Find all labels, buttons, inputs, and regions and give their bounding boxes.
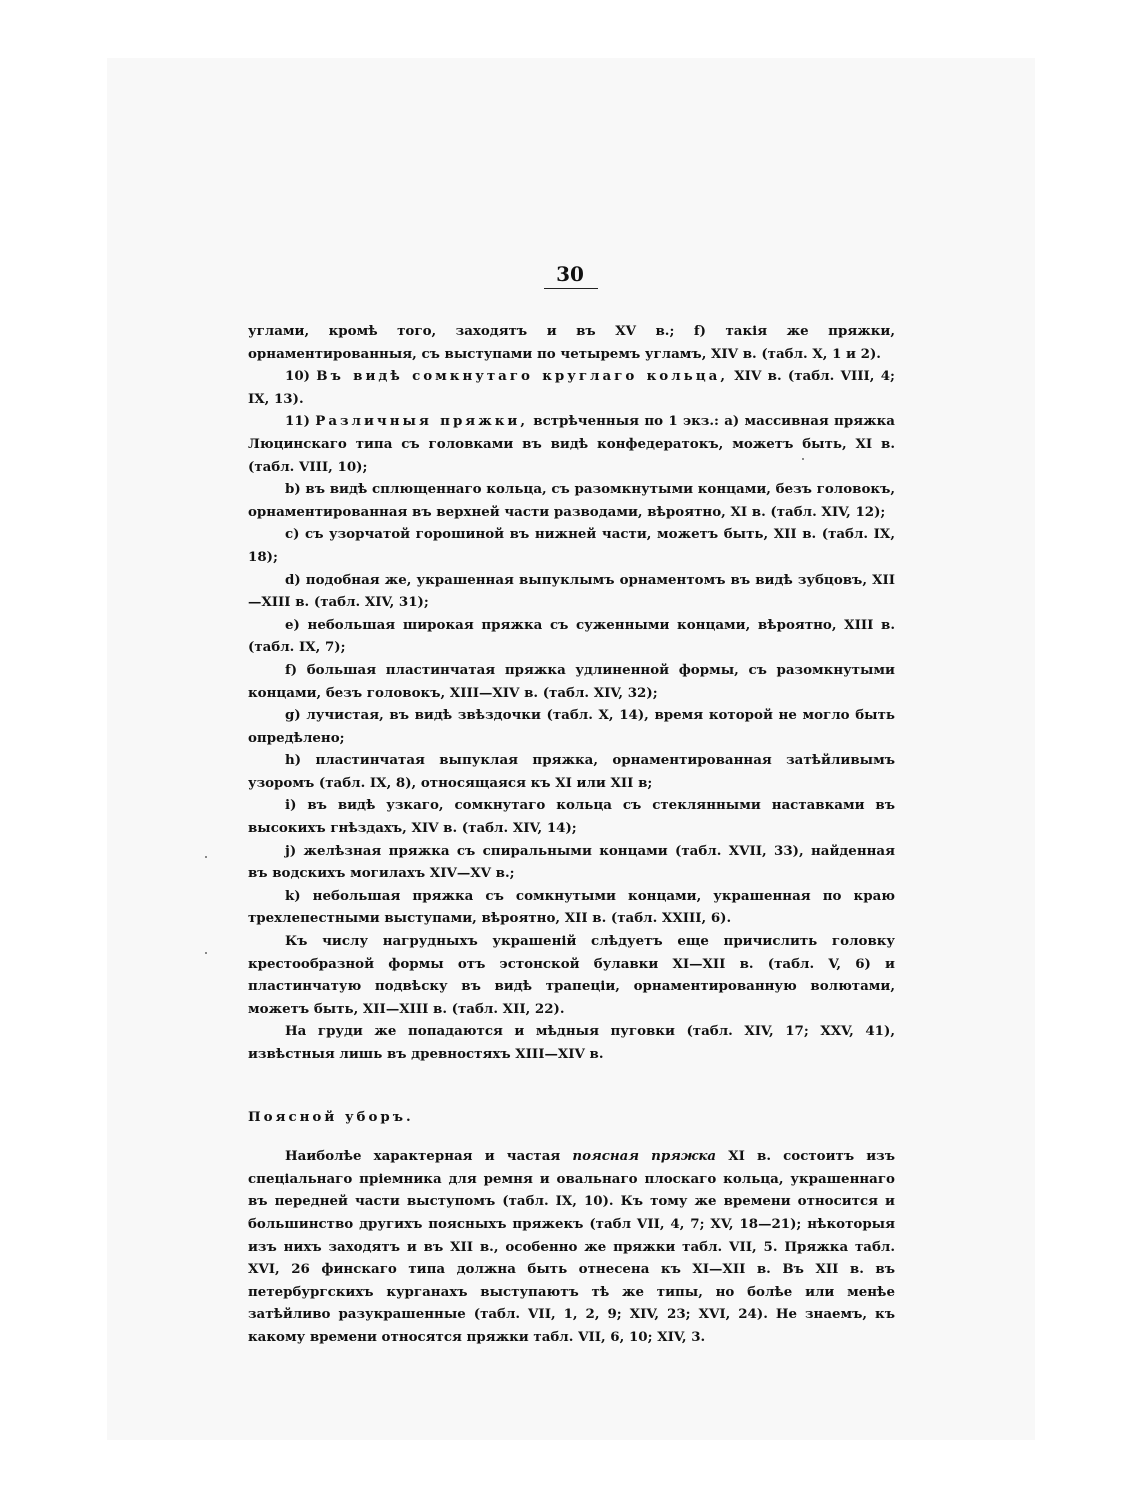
paragraph-11: 11) Различныя пряжки, встрѣченныя по 1 экз.: a) массивная пряжка Люцинскаго типа съ головками въ видѣ конфедератокъ, можетъ быть, XI в. (табл. VIII, 10); bbox=[248, 413, 895, 475]
item-c: c) съ узорчатой горошиной въ нижней части, можетъ быть, XII в. (табл. IX, 18); bbox=[248, 526, 895, 565]
item-e: e) небольшая широкая пряжка съ суженными концами, вѣроятно, XIII в. (табл. IX, 7); bbox=[248, 616, 895, 656]
scan-speck bbox=[205, 952, 207, 954]
item-h: h) пластинчатая выпуклая пряжка, орнаментированная затѣйливымъ узоромъ (табл. IX, 8), относящаяся къ XI или XII в; bbox=[248, 752, 895, 791]
section-heading: Поясной уборъ. bbox=[248, 1108, 414, 1125]
paragraph-chest-ornaments: Къ числу нагрудныхъ украшеній слѣдуетъ еще причислить головку крестообразной формы отъ эстонской булавки XI—XII в. (табл. V, 6) и пластинчатую подвѣску въ видѣ трапеціи, орнаментированную волютами, можетъ быть, XII—XIII в. (табл. XII, 22). bbox=[248, 933, 895, 1017]
item-k: k) небольшая пряжка съ сомкнутыми концами, украшенная по краю трехлепестными выступами, вѣроятно, XII в. (табл. XXIII, 6). bbox=[248, 887, 895, 927]
item-b: b) въ видѣ сплющеннаго кольца, съ разомкнутыми концами, безъ головокъ, орнаментированная въ верхней части разводами, вѣроятно, XI в. (табл. XIV, 12); bbox=[248, 481, 895, 520]
item-f: f) большая пластинчатая пряжка удлиненной формы, съ разомкнутыми концами, безъ головокъ, XIII—XIV в. (табл. XIV, 32); bbox=[248, 661, 895, 701]
page-number-rule bbox=[544, 288, 598, 289]
italic-term: поясная пряжка bbox=[572, 1148, 717, 1165]
item-i: i) въ видѣ узкаго, сомкнутаго кольца съ стеклянными наставками въ высокихъ гнѣздахъ, XIV в. (табл. XIV, 14); bbox=[248, 797, 895, 837]
scan-speck bbox=[205, 856, 207, 858]
paragraph-belt-buckle: Наиболѣе характерная и частая поясная пряжка XI в. состоитъ изъ спеціальнаго пріемника для ремня и овальнаго плоскаго кольца, украшеннаго въ передней части выступомъ (табл. IX, 10). Къ тому же времени относится и большинство другихъ поясныхъ пряжекъ (табл VII, 4, 7; XV, 18—21); нѣкоторыя изъ нихъ заходятъ и въ XII в., особенно же пряжки табл. VII, 5. Пряжка табл. XVI, 26 финскаго типа должна быть отнесена къ XI—XII в. Въ XII в. въ петербургскихъ курганахъ выступаютъ тѣ же типы, но болѣе или менѣе затѣйливо разукрашенные (табл. VII, 1, 2, 9; XIV, 23; XVI, 24). Не знаемъ, къ какому времени относятся пряжки табл. VII, 6, 10; XIV, 3. bbox=[248, 1148, 896, 1345]
item-g: g) лучистая, въ видѣ звѣздочки (табл. X, 14), время которой не могло быть опредѣлено; bbox=[248, 707, 895, 746]
scan-speck bbox=[802, 458, 804, 460]
body-text bbox=[248, 320, 895, 1349]
paragraph-buttons: На груди же попадаются и мѣдныя пуговки (табл. XIV, 17; XXV, 41), извѣстныя лишь въ древностяхъ XIII—XIV в. bbox=[248, 1023, 895, 1062]
paragraph-continuation: углами, кромѣ того, заходятъ и въ XV в.; f) такія же пряжки, орнаментированныя, съ выступами по четыремъ угламъ, XIV в. (табл. X, 1 и 2). bbox=[248, 323, 895, 362]
item-d: d) подобная же, украшенная выпуклымъ орнаментомъ въ видѣ зубцовъ, XII—XIII в. (табл. XIV, 31); bbox=[248, 571, 895, 611]
page-number: 30 bbox=[556, 262, 584, 286]
item-j: j) желѣзная пряжка съ спиральными концами (табл. XVII, 33), найденная въ водскихъ могилахъ XIV—XV в.; bbox=[248, 842, 895, 882]
paragraph-10: 10) Въ видѣ сомкнутаго круглаго кольца, XIV в. (табл. VIII, 4; IX, 13). bbox=[248, 368, 895, 407]
